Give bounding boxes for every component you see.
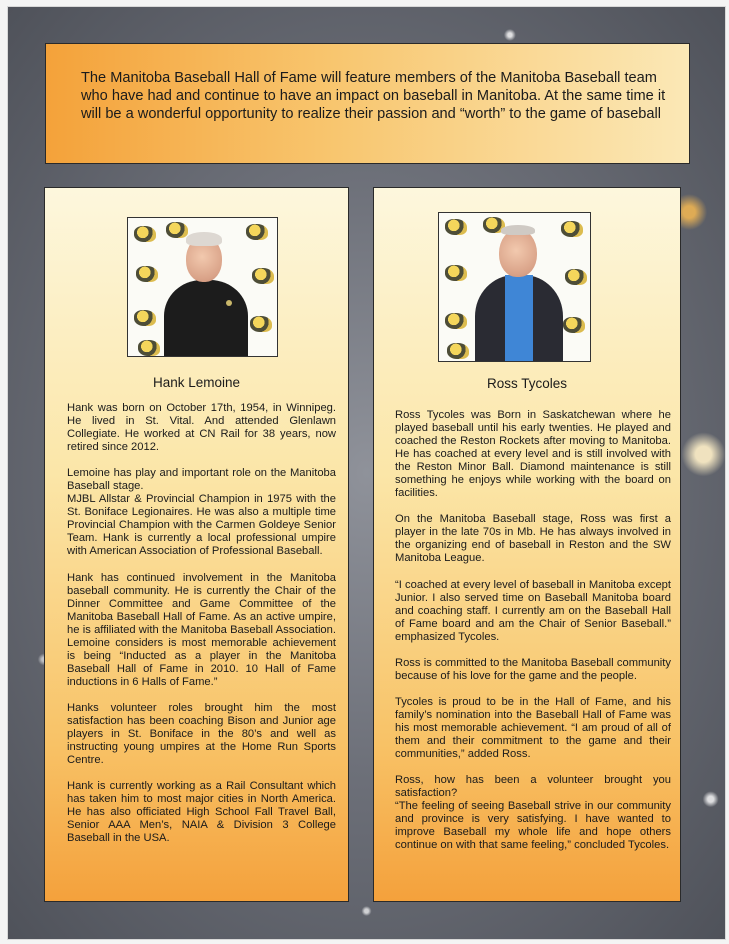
bio-paragraph: Tycoles is proud to be in the Hall of Fame, and his family’s nomination into the Baseball Hall of Fame was his most memorable achievement. “I am proud of all of them and their commitment to the game and their communities,” added Ross. bbox=[395, 695, 671, 761]
bio-paragraph: Ross, how has been a volunteer brought you satisfaction? “The feeling of seeing Baseball strive in our community and province is very satisfying. I have wanted to improve Baseball my whole life and hope others continue on with that same feeling,” concluded Tycoles. bbox=[395, 774, 671, 852]
bio-paragraph: Hank was born on October 17th, 1954, in Winnipeg. He lived in St. Vital. And attended Glenlawn Collegiate. He worked at CN Rail for 38 years, now retired since 2012. bbox=[67, 402, 336, 454]
hank-lemoine-photo bbox=[127, 217, 278, 357]
profile-ross-tycoles bbox=[373, 187, 681, 902]
bio-paragraph: Ross Tycoles was Born in Saskatchewan where he played baseball until his early twenties. He played and coached the Reston Rockets after moving to Manitoba. He has coached at every level and is still involved with the Reston Minor Ball. Diamond maintenance is still something he enjoys while working with the board on facilities. bbox=[395, 409, 671, 500]
profile-hank-lemoine bbox=[44, 187, 349, 902]
bio-paragraph: Hanks volunteer roles brought him the most satisfaction has been coaching Bison and Junior age players in St. Boniface in the 80’s and well as instructing young umpires at the Home Run Sports Centre. bbox=[67, 701, 336, 767]
bio-paragraph: Lemoine has play and important role on the Manitoba Baseball stage. MJBL Allstar & Provincial Champion in 1975 with the St. Boniface Legionaires. He was also a multiple time Provincial Champion with the Carmen Goldeye Senior Team. Hank is currently a local professional umpire with American Association of Professional Baseball. bbox=[67, 467, 336, 558]
bio-paragraph: “I coached at every level of baseball in Manitoba except Junior. I also served time on Baseball Manitoba board and coaching staff. I currently am on the Baseball Hall of Fame board and am the Chair of Senior Baseball.” emphasized Tycoles. bbox=[395, 578, 671, 643]
profile-name: Hank Lemoine bbox=[152, 375, 241, 390]
profile-bio bbox=[395, 409, 671, 865]
ross-tycoles-photo bbox=[438, 212, 591, 362]
page-background bbox=[8, 7, 725, 939]
profile-name: Ross Tycoles bbox=[486, 376, 568, 391]
intro-banner bbox=[45, 43, 690, 164]
bio-paragraph: Hank has continued involvement in the Manitoba baseball community. He is currently the Chair of the Dinner Committee and Game Committee of the Manitoba Baseball Hall of Fame. As an active umpire, he is affiliated with the Manitoba Baseball Association. Lemoine considers is most memorable achievement is being “Inducted as a player in the Manitoba Baseball Hall of Fame in 2010. 10 Hall of Fame inductions in 6 Halls of Fame.” bbox=[67, 571, 336, 688]
profile-bio bbox=[67, 402, 336, 858]
bio-paragraph: On the Manitoba Baseball stage, Ross was first a player in the late 70s in Mb. He has always involved in the organizing end of baseball in Reston and the SW Manitoba League. bbox=[395, 513, 671, 565]
bio-paragraph: Hank is currently working as a Rail Consultant which has taken him to most major cities in North America. He has also officiated High School Fall Travel Ball, Senior AAA Men’s, NAIA & Division 3 College Baseball in the USA. bbox=[67, 780, 336, 845]
intro-text: The Manitoba Baseball Hall of Fame will feature members of the Manitoba Baseball team who have had and continue to have an impact on baseball in Manitoba. At the same time it will be a wonderful opportunity to realize their passion and “worth” to the game of baseball bbox=[81, 70, 666, 123]
bio-paragraph: Ross is committed to the Manitoba Baseball community because of his love for the game and the people. bbox=[395, 656, 671, 682]
